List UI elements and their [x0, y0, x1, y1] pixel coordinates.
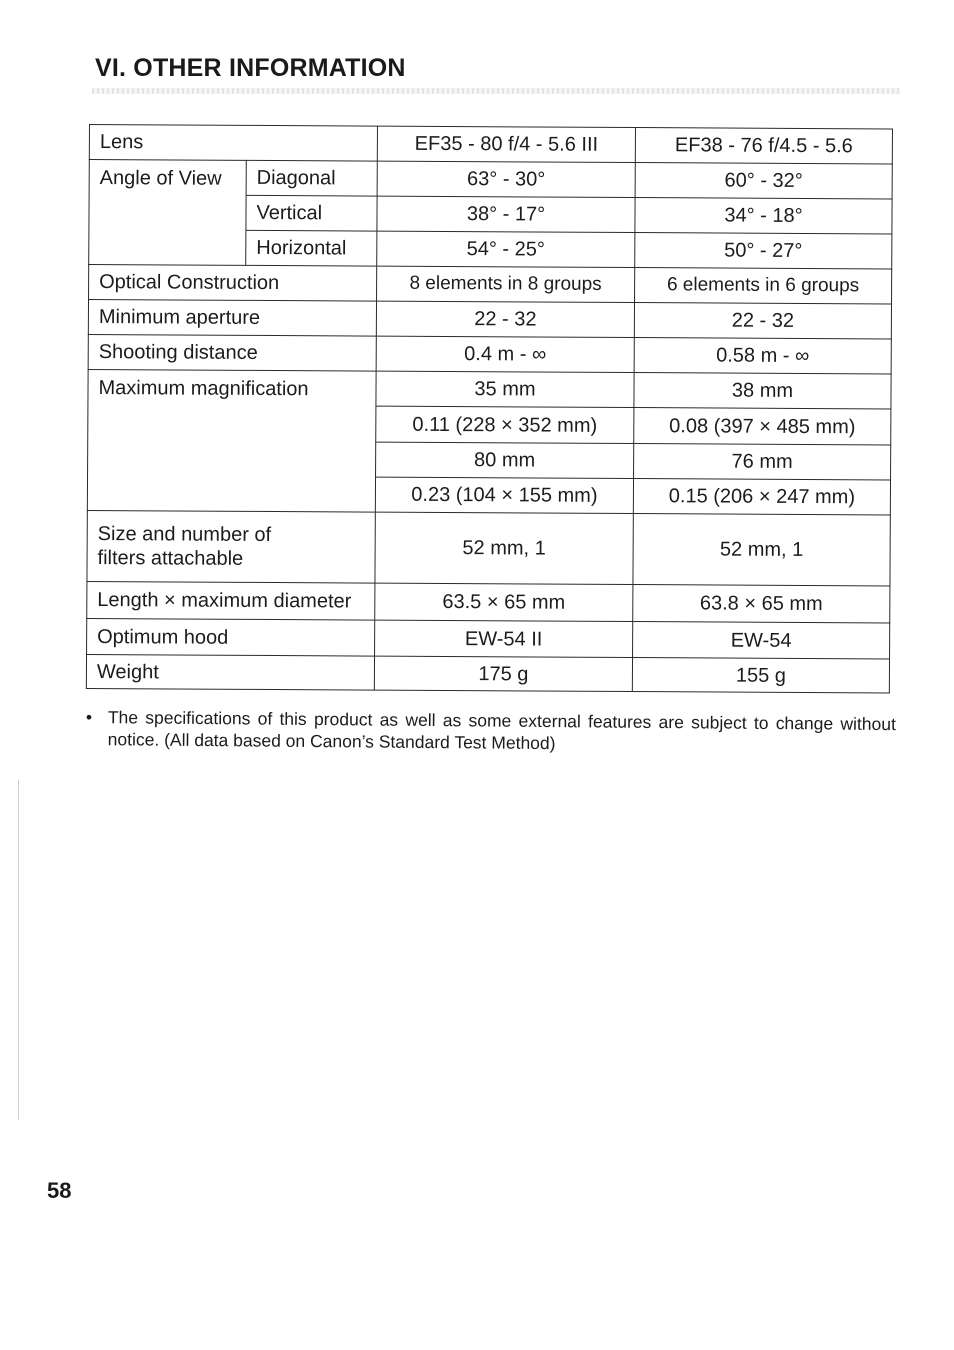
table-row-distance — [88, 334, 891, 373]
horizontal-2-value: 50° - 27° — [635, 233, 892, 269]
angle-of-view-label: Angle of View — [89, 160, 247, 266]
optical-construction-label: Optical Construction — [89, 265, 377, 302]
lens-2-value: EF38 - 76 f/4.5 - 5.6 — [635, 128, 892, 164]
mag-focal-a-1-value: 35 mm — [376, 371, 634, 407]
table-row-filters — [87, 510, 890, 585]
note-bullet: • — [85, 706, 93, 728]
table-row-length — [87, 581, 890, 622]
table-row-diagonal — [89, 160, 892, 199]
filters-label-line-1: Size and number of — [97, 523, 272, 547]
hood-1-value: EW-54 II — [375, 620, 633, 657]
minimum-aperture-label: Minimum aperture — [88, 300, 376, 337]
scan-edge-mark — [18, 780, 19, 1120]
page-number: 58 — [47, 1178, 72, 1203]
horizontal-label: Horizontal — [246, 230, 377, 266]
vertical-label: Vertical — [246, 195, 377, 231]
mag-value-a-2-value: 0.08 (397 × 485 mm) — [634, 408, 891, 445]
optimum-hood-label: Optimum hood — [87, 618, 375, 656]
optical-1-value: 8 elements in 8 groups — [377, 266, 635, 302]
aperture-1-value: 22 - 32 — [376, 301, 634, 337]
mag-focal-b-2-value: 76 mm — [634, 444, 891, 480]
mag-value-b-2-value: 0.15 (206 × 247 mm) — [633, 479, 890, 515]
table-row-optical — [89, 265, 892, 304]
length-1-value: 63.5 × 65 mm — [375, 583, 633, 621]
maximum-magnification-label: Maximum magnification — [87, 369, 376, 512]
weight-label: Weight — [86, 654, 374, 690]
shooting-distance-label: Shooting distance — [88, 334, 376, 371]
vertical-2-value: 34° - 18° — [635, 198, 892, 234]
aperture-2-value: 22 - 32 — [634, 303, 891, 339]
table-row-magnification-a-focal — [88, 369, 891, 408]
filters-1-value: 52 mm, 1 — [375, 512, 633, 584]
table-row-aperture — [88, 300, 891, 339]
table-row-lens — [89, 125, 892, 164]
section-title: VI. OTHER INFORMATION — [95, 54, 406, 82]
diagonal-label: Diagonal — [246, 160, 377, 196]
specifications-table — [86, 124, 893, 693]
horizontal-1-value: 54° - 25° — [377, 231, 635, 267]
lens-1-value: EF35 - 80 f/4 - 5.6 III — [377, 126, 635, 162]
mag-focal-b-1-value: 80 mm — [376, 442, 634, 478]
mag-value-a-1-value: 0.11 (228 × 352 mm) — [376, 406, 634, 443]
filters-label-line-2: filters attachable — [97, 547, 244, 570]
diagonal-1-value: 63° - 30° — [377, 161, 635, 197]
filters-2-value: 52 mm, 1 — [633, 514, 890, 586]
weight-2-value: 155 g — [632, 658, 889, 693]
mag-value-b-1-value: 0.23 (104 × 155 mm) — [375, 477, 633, 513]
table-row-weight — [86, 654, 889, 692]
diagonal-2-value: 60° - 32° — [635, 163, 892, 199]
hood-2-value: EW-54 — [633, 622, 890, 659]
length-diameter-label: Length × maximum diameter — [87, 581, 375, 620]
specification-note — [86, 706, 896, 757]
length-2-value: 63.8 × 65 mm — [633, 585, 890, 623]
mag-focal-a-2-value: 38 mm — [634, 373, 891, 409]
vertical-1-value: 38° - 17° — [377, 196, 635, 232]
optical-2-value: 6 elements in 6 groups — [635, 268, 892, 304]
title-rule — [92, 88, 900, 94]
note-text: The specifications of this product as well as some external features are subject to change without notice. (All data based on Canon’s Standard Test Method) — [107, 707, 896, 754]
distance-2-value: 0.58 m - ∞ — [634, 338, 891, 374]
weight-1-value: 175 g — [374, 656, 632, 691]
distance-1-value: 0.4 m - ∞ — [376, 336, 634, 372]
lens-label: Lens — [89, 125, 377, 162]
table-row-hood — [87, 618, 890, 658]
filters-label — [87, 510, 375, 583]
